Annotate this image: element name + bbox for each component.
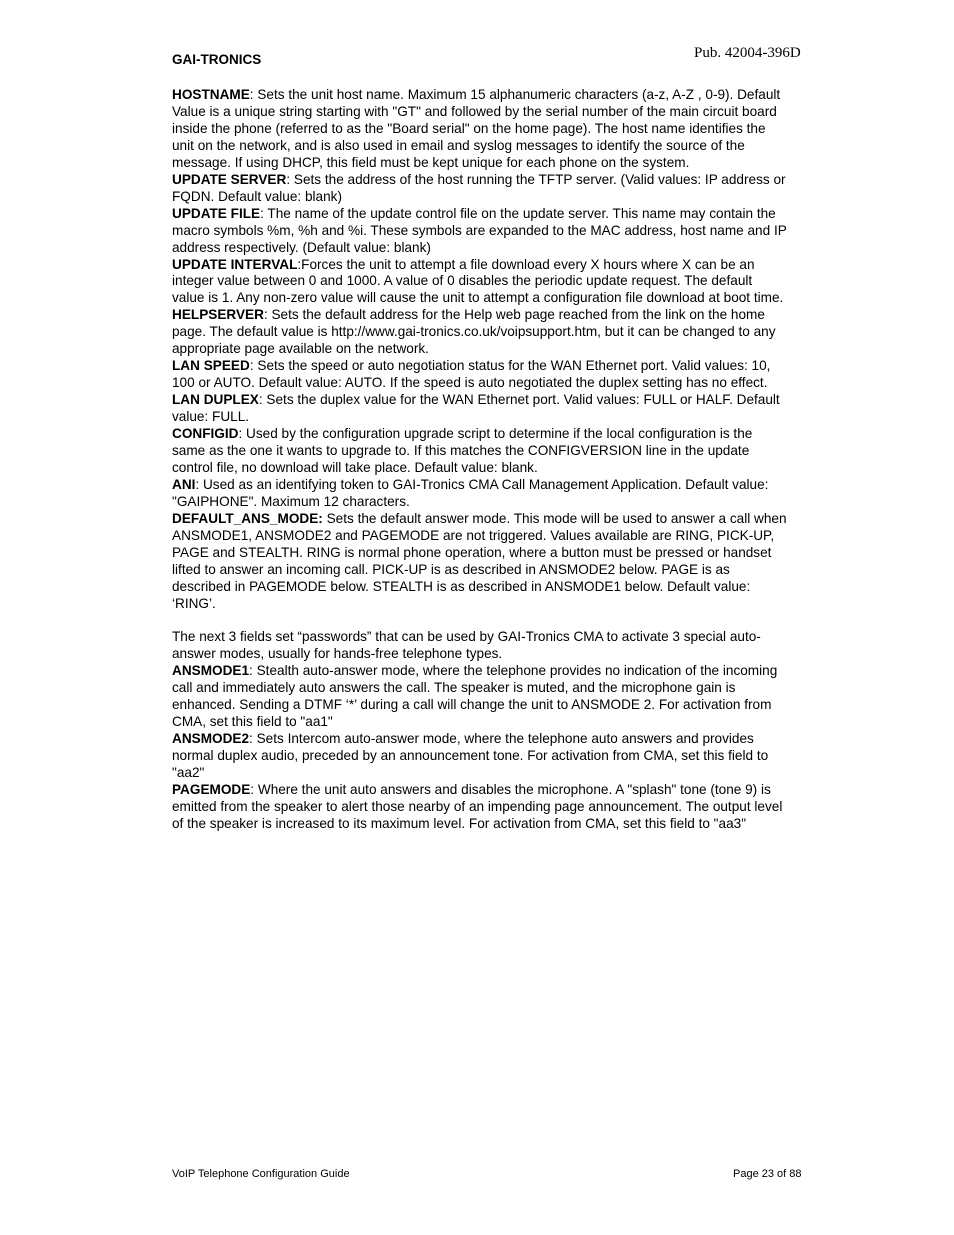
field-configid bbox=[172, 426, 787, 477]
field-separator: : bbox=[249, 358, 258, 374]
field-description: Where the unit auto answers and disables the microphone. A "splash" tone (tone 9) is emitted from the speaker to alert those nearby of an impending page announcement. The output level of the speaker is increased to its maximum level. For activation from CMA, set this field to "aa3" bbox=[172, 782, 783, 831]
field-ansmode2 bbox=[172, 731, 787, 782]
field-lan-duplex bbox=[172, 392, 787, 426]
field-description: Forces the unit to attempt a file download every X hours where X can be an integer value between 0 and 1000. A value of 0 disables the periodic update request. The default value is 1. Any non-zero value will cause the unit to attempt a configuration file download at boot time. bbox=[172, 256, 784, 306]
field-separator: : bbox=[250, 782, 258, 798]
page-number: Page 23 of 88 bbox=[733, 1168, 802, 1180]
field-separator: : bbox=[263, 307, 272, 323]
field-separator: : bbox=[249, 87, 258, 102]
field-description: Stealth auto-answer mode, where the telephone provides no indication of the incoming call and immediately auto answers the call. The speaker is muted, and the microphone gain is enhanced. Sending a DTMF ‘*’ during a call will change the unit to ANSMODE 2. For activation from CMA, set this field to "aa1" bbox=[172, 663, 778, 730]
field-term: UPDATE FILE bbox=[172, 205, 261, 221]
field-separator: : bbox=[258, 392, 267, 408]
field-description: Used by the configuration upgrade script to determine if the local configuration is the same as the one it wants to upgrade to. If this matches the CONFIGVERSION line in the update control file, no download will take place. Default value: blank. bbox=[172, 426, 753, 475]
field-description: Sets the speed or auto negotiation status for the WAN Ethernet port. Valid values: 10, 100 or AUTO. Default value: AUTO. If the speed is auto negotiated the duplex setting has no effect. bbox=[172, 358, 771, 391]
field-description: Sets the default answer mode. This mode will be used to answer a call when ANSMODE1, ANSMODE2 and PAGEMODE are not triggered. Values available are RING, PICK-UP, PAGE and STEALTH. RING is normal phone operation, where a button must be pressed or handset lifted to answer an incoming call. PICK-UP is as described in ANSMODE2 below. PAGE is as described in PAGEMODE below. STEALTH is as described in ANSMODE1 below. Default value: ‘RING’. bbox=[172, 510, 787, 611]
field-term: LAN DUPLEX bbox=[172, 392, 259, 408]
field-hostname bbox=[172, 87, 787, 172]
field-description: Sets the address of the host running the TFTP server. (Valid values: IP address or FQDN. Default value: blank) bbox=[172, 171, 786, 204]
field-term: HELPSERVER bbox=[172, 307, 264, 323]
field-term: PAGEMODE bbox=[172, 782, 251, 798]
field-update-interval bbox=[172, 257, 787, 308]
field-term: CONFIGID bbox=[172, 426, 239, 442]
field-description: Sets the default address for the Help web page reached from the link on the home page. The default value is http://www.gai-tronics.co.uk/voipsupport.htm, but it can be changed to any appropriate page available on the network. bbox=[172, 307, 776, 357]
field-description: The name of the update control file on the update server. This name may contain the macro symbols %m, %h and %i. These symbols are expanded to the MAC address, host name and IP address respectively. (Default value: blank) bbox=[172, 205, 787, 255]
field-update-server bbox=[172, 172, 787, 206]
field-separator: : bbox=[249, 731, 257, 747]
intro-paragraph: The next 3 fields set “passwords” that can be used by GAI-Tronics CMA to activate 3 special auto-answer modes, usually for hands-free telephone types. bbox=[172, 629, 761, 662]
field-term: ANSMODE2 bbox=[172, 731, 250, 747]
field-ani bbox=[172, 477, 787, 511]
field-separator: : bbox=[286, 171, 294, 187]
field-pagemode bbox=[172, 782, 787, 833]
company-name: GAI-TRONICS bbox=[172, 52, 262, 67]
page-body bbox=[172, 87, 787, 833]
field-helpserver bbox=[172, 307, 787, 358]
document-title: VoIP Telephone Configuration Guide bbox=[172, 1168, 350, 1180]
field-separator: : bbox=[260, 205, 268, 221]
field-separator: : bbox=[195, 476, 203, 492]
field-default-ans-mode bbox=[172, 511, 787, 613]
field-description: Sets the duplex value for the WAN Ethernet port. Valid values: FULL or HALF. Default value: FULL. bbox=[172, 392, 780, 425]
field-ansmode1 bbox=[172, 663, 787, 731]
field-update-file bbox=[172, 206, 787, 257]
field-separator: : bbox=[238, 426, 247, 442]
field-separator: : bbox=[249, 663, 257, 679]
field-description: Sets Intercom auto-answer mode, where the telephone auto answers and provides normal duplex audio, preceded by an announcement tone. For activation from CMA, set this field to "aa2" bbox=[172, 731, 769, 781]
field-term: DEFAULT_ANS_MODE: bbox=[172, 510, 323, 526]
field-lan-speed bbox=[172, 358, 787, 392]
field-term: HOSTNAME bbox=[172, 87, 250, 102]
publication-number: Pub. 42004-396D bbox=[694, 45, 801, 61]
field-term: LAN SPEED bbox=[172, 358, 250, 374]
field-term: UPDATE SERVER bbox=[172, 171, 287, 187]
field-term: ANSMODE1 bbox=[172, 663, 250, 679]
field-term: ANI bbox=[172, 476, 196, 492]
field-term: UPDATE INTERVAL bbox=[172, 256, 298, 272]
field-separator: : bbox=[297, 256, 302, 272]
field-description: Sets the unit host name. Maximum 15 alphanumeric characters (a-z, A-Z , 0-9). Default Value is a unique string starting with "GT" and followed by the serial number of the main circuit board inside the phone (referred to as the "Board serial" on the home page). The host name identifies the unit on the network, and is also used in email and syslog messages to identify the source of the message. If using DHCP, this field must be kept unique for each phone on the system. bbox=[172, 87, 781, 170]
paragraph-gap bbox=[172, 613, 787, 630]
field-description: Used as an identifying token to GAI-Tronics CMA Call Management Application. Default value: "GAIPHONE". Maximum 12 characters. bbox=[172, 476, 769, 509]
